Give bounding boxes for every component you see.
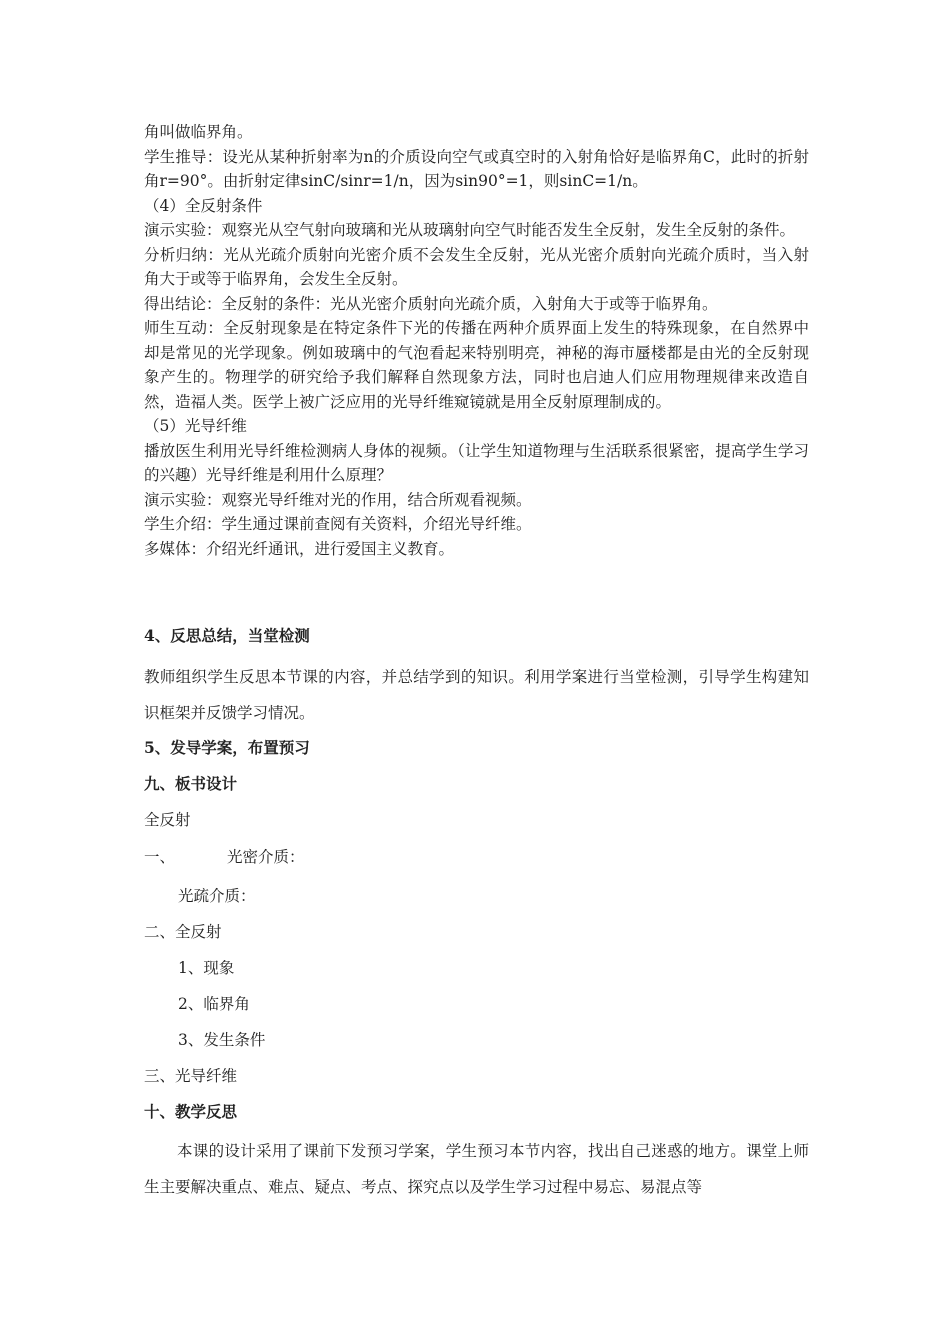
paragraph: 多媒体：介绍光纤通讯，进行爱国主义教育。 bbox=[144, 539, 455, 558]
section-heading: 九、板书设计 bbox=[144, 774, 238, 793]
lesson-body bbox=[144, 120, 809, 561]
paragraph: 教师组织学生反思本节课的内容，并总结学到的知识。利用学案进行当堂检测，引导学生构建知识框架并反馈学习情况。 bbox=[144, 668, 809, 722]
paragraph: 演示实验：观察光导纤维对光的作用，结合所观看视频。 bbox=[144, 490, 532, 509]
board-item-number: 一、 bbox=[144, 848, 176, 866]
board-title: 全反射 bbox=[144, 811, 191, 829]
paragraph: 本课的设计采用了课前下发预习学案，学生预习本节内容，找出自己迷惑的地方。课堂上师生主要解决重点、难点、疑点、考点、探究点以及学生学习过程中易忘、易混点等 bbox=[144, 1142, 809, 1196]
paragraph: 播放医生利用光导纤维检测病人身体的视频。（让学生知道物理与生活联系很紧密，提高学生学习的兴趣）光导纤维是利用什么原理？ bbox=[144, 441, 809, 484]
board-item: 二、全反射 bbox=[144, 923, 222, 941]
board-subitem: 3、发生条件 bbox=[178, 1031, 266, 1049]
section-heading: 4、反思总结，当堂检测 bbox=[144, 626, 310, 645]
summary-paragraph-block bbox=[144, 659, 809, 731]
paragraph: 角叫做临界角。 bbox=[144, 123, 253, 141]
board-subitem: 2、临界角 bbox=[178, 995, 250, 1013]
section-heading: 十、教学反思 bbox=[144, 1102, 238, 1121]
paragraph: 学生推导：设光从某种折射率为n的介质设向空气或真空时的入射角恰好是临界角C，此时的折射角r=90°。由折射定律sinC/sinr=1/n，因为sin90°=1，则sinC=1/n。 bbox=[144, 147, 809, 190]
paragraph: （4）全反射条件 bbox=[144, 196, 263, 215]
paragraph: 师生互动：全反射现象是在特定条件下光的传播在两种介质界面上发生的特殊现象，在自然界中却是常见的光学现象。例如玻璃中的气泡看起来特别明亮，神秘的海市蜃楼都是由光的全反射现象产生的。物理学的研究给予我们解释自然现象方法，同时也启迪人们应用物理规律来改造自然，造福人类。医学上被广泛应用的光导纤维窥镜就是用全反射原理制成的。 bbox=[144, 319, 809, 411]
board-item: 三、光导纤维 bbox=[144, 1067, 238, 1085]
board-item-text: 光密介质： bbox=[227, 848, 305, 866]
paragraph: 演示实验：观察光从空气射向玻璃和光从玻璃射向空气时能否发生全反射，发生全反射的条件。 bbox=[144, 221, 796, 239]
board-item bbox=[144, 845, 305, 869]
section-heading: 5、发导学案，布置预习 bbox=[144, 738, 310, 757]
paragraph: 分析归纳：光从光疏介质射向光密介质不会发生全反射，光从光密介质射向光疏介质时，当入射角大于或等于临界角，会发生全反射。 bbox=[144, 245, 809, 288]
board-subitem: 光疏介质： bbox=[178, 887, 256, 905]
reflection-block bbox=[144, 1133, 809, 1205]
paragraph: 得出结论：全反射的条件：光从光密介质射向光疏介质，入射角大于或等于临界角。 bbox=[144, 294, 718, 313]
board-subitem: 1、现象 bbox=[178, 959, 235, 977]
paragraph: （5）光导纤维 bbox=[144, 417, 247, 435]
paragraph: 学生介绍：学生通过课前查阅有关资料，介绍光导纤维。 bbox=[144, 515, 532, 533]
